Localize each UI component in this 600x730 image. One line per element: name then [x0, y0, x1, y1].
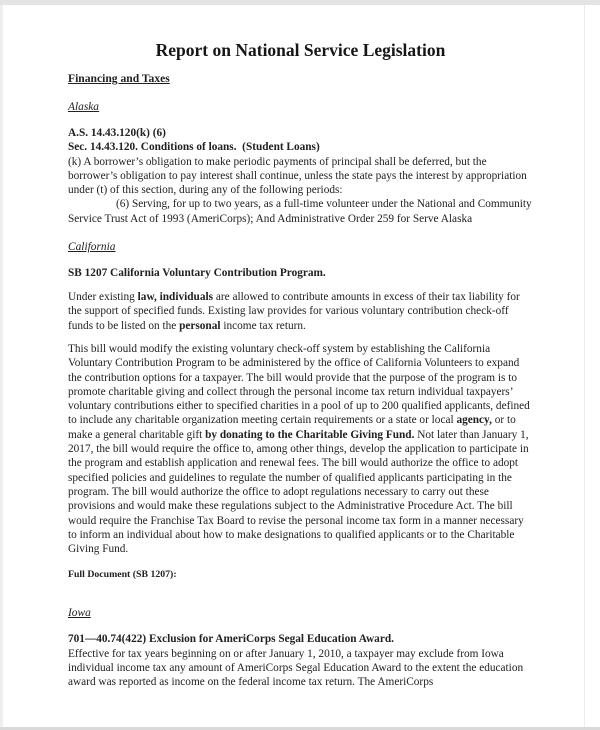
iowa-rule-heading: 701—40.74(422) Exclusion for AmeriCorps Segal Education Award. — [68, 633, 394, 646]
text-run-bold: by donating to the Charitable Giving Fund. — [205, 428, 415, 441]
text-run: Not later than January 1, 2017, the bill would require the office to, among other things, develop the application to participate in the program and establish application and renewal fees. The bill would authorize the office to adopt specified policies and guidelines to regulate the number of qualified applicants participating in the program. The bill would authorize the office to adopt regulations necessary to carry out these provisions and would make these regulations subject to the Administrative Procedure Act. The bill would require the Franchise Tax Board to revise the personal income tax form in a manner necessary to inform an individual about how to make designations to qualified applicants or to the Charitable Giving Fund. — [68, 428, 529, 556]
text-run: are allowed to contribute amounts in excess of their tax liability for the support of specified funds. Existing law provides for various voluntary contribution check-off funds to be listed on the — [68, 291, 520, 332]
text-run: Under existing — [68, 291, 138, 304]
california-bill-heading: SB 1207 California Voluntary Contribution Program. — [68, 267, 326, 280]
text-run: income tax return. — [220, 319, 306, 332]
text-run-bold: personal — [179, 319, 221, 332]
alaska-statute-title: Sec. 14.43.120. Conditions of loans. (Student Loans) — [68, 141, 320, 154]
text-run: or to make a general charitable gift — [68, 414, 516, 441]
alaska-statute-citation: A.S. 14.43.120(k) (6) — [68, 127, 166, 139]
california-existing-law-paragraph — [68, 290, 533, 333]
state-heading-alaska: Alaska — [68, 101, 100, 113]
document-title: Report on National Service Legislation — [155, 40, 446, 60]
alaska-paragraph-k: (k) A borrower’s obligation to make periodic payments of principal shall be deferred, but the borrower’s obligation to pay interest shall continue, unless the state pays the interest by appropriation under (t) of this section, during any of the following periods: — [68, 155, 527, 197]
state-heading-california: California — [68, 241, 116, 254]
alaska-paragraph-6: (6) Serving, for up to two years, as a full-time volunteer under the National and Community Service Trust Act of 1993 (AmeriCorps); And Administrative Order 259 for Serve Alaska — [68, 198, 532, 225]
california-full-document-label: Full Document (SB 1207): — [68, 569, 177, 581]
iowa-paragraph: Effective for tax years beginning on or after January 1, 2010, a taxpayer may exclude from Iowa individual income tax any amount of AmeriCorps Segal Education Award to the extent the education award was reported as income on the federal income tax return. The AmeriCorps — [68, 647, 524, 689]
text-run-bold: law, individuals — [137, 291, 214, 304]
california-bill-summary-paragraph — [68, 342, 533, 556]
text-run-bold: agency, — [456, 414, 492, 427]
iowa-rule-block — [68, 632, 533, 689]
text-run: This bill would modify the existing voluntary check-off system by establishing the California Voluntary Contribution Program to be administered by the office of California Volunteers to expand the contribution options for a taxpayer. The bill would provide that the purpose of the program is to promote charitable giving and collect through the personal income tax return individual taxpayers’ voluntary contributions either to specified charities in a pool of up to 200 qualified applicants, defined to include any charitable organization meeting certain requirements or a state or local — [68, 342, 530, 427]
state-heading-iowa: Iowa — [68, 607, 91, 620]
section-heading-financing-and-taxes: Financing and Taxes — [68, 72, 170, 85]
alaska-statute-block — [68, 126, 533, 226]
